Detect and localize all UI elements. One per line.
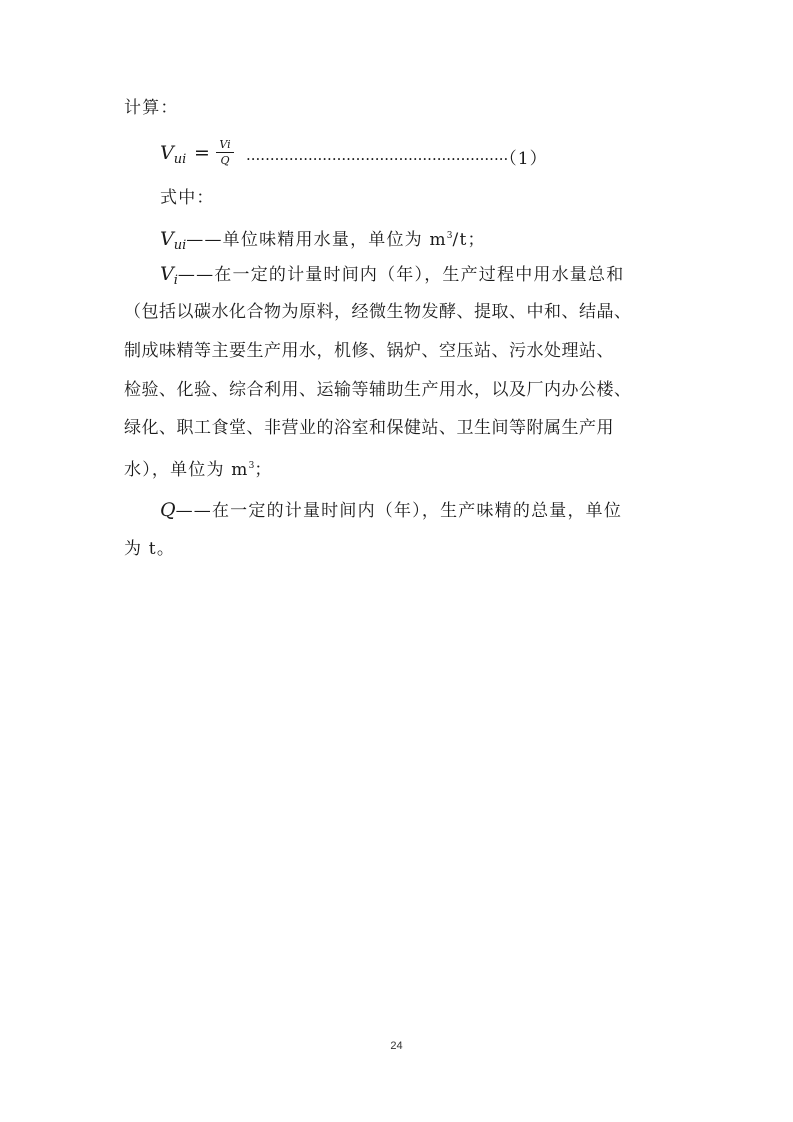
def-q-line-1: Q——在一定的计量时间内（年），生产味精的总量，单位 xyxy=(160,499,623,521)
def-vi-var: V xyxy=(160,263,174,285)
def-q-line-2: 为 t。 xyxy=(124,539,176,559)
formula-equals: = xyxy=(194,142,210,164)
formula-number: （1） xyxy=(508,149,548,169)
formula-lhs: $V_{ui}$ xyxy=(160,142,187,167)
def-vui-sub: ui xyxy=(173,238,187,253)
formula-leader-dots: ·······················································（1） xyxy=(246,149,548,169)
def-vi-line-6: 水），单位为 $m^3$； xyxy=(124,460,273,480)
def-q-var: Q xyxy=(160,499,176,521)
fraction-bar xyxy=(216,152,234,153)
def-vui: $V_{ui}——$单位味精用水量，单位为 $m^3/t$； xyxy=(160,228,486,253)
def-vi-line-5: 绿化、职工食堂、非营业的浴室和保健站、卫生间等附属生产用 xyxy=(124,418,614,438)
where-label: 式中： xyxy=(160,188,215,208)
def-vi-line-1: $V_i——$在一定的计量时间内（年），生产过程中用水量总和 xyxy=(160,263,625,288)
page-number: 24 xyxy=(390,1040,403,1052)
def-vi-line-4: 检验、化验、综合利用、运输等辅助生产用水，以及厂内办公楼、 xyxy=(124,380,632,400)
def-vi-sub: i xyxy=(173,273,178,288)
fraction-denominator: Q xyxy=(220,154,230,167)
def-vi-line-3: 制成味精等主要生产用水，机修、锅炉、空压站、污水处理站、 xyxy=(124,341,614,361)
def-vi-line-2: （包括以碳水化合物为原料，经微生物发酵、提取、中和、结晶、 xyxy=(124,302,632,322)
def-vui-var: V xyxy=(160,228,174,250)
formula-fraction xyxy=(216,138,234,167)
calc-label: 计算： xyxy=(124,98,179,118)
fraction-numerator: Vi xyxy=(219,138,231,151)
formula-1 xyxy=(160,138,680,172)
